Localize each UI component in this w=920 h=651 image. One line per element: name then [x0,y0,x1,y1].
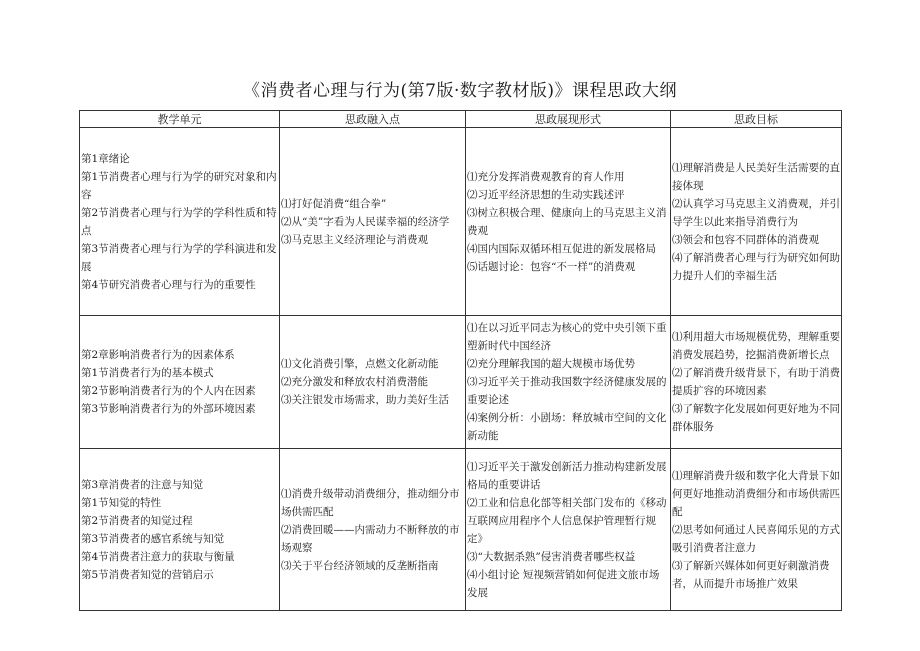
point-line: ⑶关于平台经济领域的反垄断指南 [281,559,439,572]
point-line: ⑴文化消费引擎，点燃文化新动能 [281,358,439,370]
cell-forms [466,316,671,449]
goal-line: ⑴理解消费是人民美好生活需要的直接体现 [672,161,840,192]
goal-line: ⑷了解消费者心理与行为研究如何助力提升人们的幸福生活 [672,251,840,282]
cell-goals [671,449,842,611]
cell-points [280,316,466,449]
unit-line: 第2节消费者心理与行为学的学科性质和特点 [81,206,277,237]
header-presentation-form: 思政展现形式 [466,111,671,128]
page-title: 《消费者心理与行为(第7版·数字教材版)》课程思政大纲 [243,81,677,101]
unit-line: 第1章绪论 [81,152,130,165]
cell-goals [671,128,842,316]
form-line: ⑴在以习近平同志为核心的党中央引领下重塑新时代中国经济 [467,322,667,352]
form-line: ⑸话题讨论：包容“不一样”的消费观 [467,260,636,273]
goal-line: ⑶领会和包容不同群体的消费观 [672,233,819,246]
form-line: ⑵充分理解我国的超大规模市场优势 [467,358,635,370]
table-header-row [80,111,842,128]
goal-line: ⑴理解消费升级和数字化大背景下如何更好地推动消费细分和市场供需匹配 [672,469,840,518]
form-line: ⑶树立积极合理、健康向上的马克思主义消费观 [467,206,667,237]
form-line: ⑷国内国际双循环相互促进的新发展格局 [467,242,656,255]
point-line: ⑶马克思主义经济理论与消费观 [281,233,428,246]
goal-line: ⑵认真学习马克思主义消费观，并引导学生以此来指导消费行为 [672,197,840,228]
form-line: ⑷小组讨论 短视频营销如何促进文旅市场发展 [467,568,660,599]
unit-line: 第5节消费者知觉的营销启示 [81,568,214,581]
goal-line: ⑴利用超大市场规模优势，理解重要消费发展趋势，挖掘消费新增长点 [672,331,840,361]
cell-points [280,449,466,611]
cell-forms [466,449,671,611]
form-line: ⑵工业和信息化部等相关部门发布的《移动互联网应用程序个人信息保护管理暂行规定》 [467,496,667,545]
unit-line: 第3节影响消费者行为的外部环境因素 [81,403,256,415]
cell-goals [671,316,842,449]
table-row [80,316,842,449]
point-line: ⑵消费回暖——内需动力不断释放的市场观察 [281,523,460,554]
form-line: ⑵习近平经济思想的生动实践述评 [467,188,625,201]
cell-forms [466,128,671,316]
unit-line: 第3节消费者心理与行为学的学科演进和发展 [81,242,277,273]
unit-line: 第3节消费者的感官系统与知觉 [81,532,225,545]
unit-line: 第2节影响消费者行为的个人内在因素 [81,385,256,397]
header-integration-point: 思政融入点 [280,111,466,128]
unit-line: 第3章消费者的注意与知觉 [81,478,204,491]
point-line: ⑶关注银发市场需求，助力美好生活 [281,394,449,406]
form-line: ⑴习近平关于激发创新活力推动构建新发展格局的重要讲话 [467,460,667,491]
point-line: ⑴消费升级带动消费细分，推动细分市场供需匹配 [281,487,460,518]
point-line: ⑵充分激发和释放农村消费潜能 [281,376,428,388]
unit-line: 第4节消费者注意力的获取与衡量 [81,550,235,563]
point-line: ⑴打好促消费“组合拳” [281,197,387,210]
form-line: ⑶习近平关于推动我国数字经济健康发展的重要论述 [467,376,667,406]
table-row [80,449,842,611]
unit-line: 第2节消费者的知觉过程 [81,514,193,527]
header-objective: 思政目标 [671,111,842,128]
cell-units [80,449,280,611]
goal-line: ⑶了解数字化发展如何更好地为不同群体服务 [672,403,840,433]
point-line: ⑵从“美”字看为人民谋幸福的经济学 [281,215,450,228]
unit-line: 第1节消费者行为的基本模式 [81,367,214,379]
unit-line: 第4节研究消费者心理与行为的重要性 [81,278,256,291]
header-teaching-unit: 教学单元 [80,111,280,128]
cell-points [280,128,466,316]
course-outline-table [79,110,842,611]
form-line: ⑴充分发挥消费观教育的育人作用 [467,170,625,183]
goal-line: ⑵思考如何通过人民喜闻乐见的方式吸引消费者注意力 [672,523,840,554]
unit-line: 第1节消费者心理与行为学的研究对象和内容 [81,170,277,201]
cell-units [80,128,280,316]
form-line: ⑷案例分析：小剧场：释放城市空间的文化新动能 [467,412,667,442]
unit-line: 第1节知觉的特性 [81,496,162,509]
goal-line: ⑵了解消费升级背景下，有助于消费提质扩容的环境因素 [672,367,840,397]
table-row [80,128,842,316]
cell-units [80,316,280,449]
unit-line: 第2章影响消费者行为的因素体系 [81,349,235,361]
goal-line: ⑶了解新兴媒体如何更好刺激消费者，从而提升市场推广效果 [672,559,830,590]
form-line: ⑶“大数据杀熟”侵害消费者哪些权益 [467,550,636,563]
